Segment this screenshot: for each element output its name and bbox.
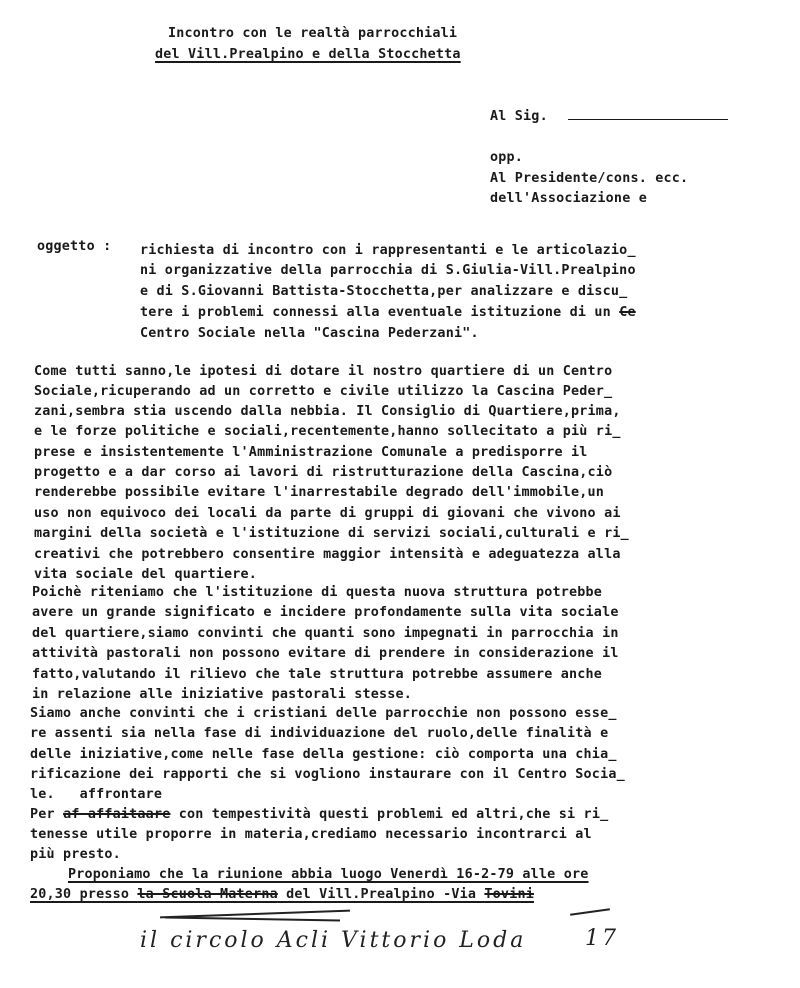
scribble-strike [165, 916, 340, 921]
body-line-rest: con tempestività questi problemi ed altri,che si ri_ [170, 807, 609, 822]
body-line: re assenti sia nella fase di individuazione del ruolo,delle finalità e [30, 726, 609, 741]
body-line: in relazione alle iniziative pastorali stesse. [32, 687, 413, 702]
body-line: attività pastorali non possono evitare di prendere in considerazione il [32, 646, 619, 661]
body-line: delle iniziative,come nelle fase della gestione: ciò comporta una chia_ [30, 747, 617, 762]
proposal-line-2 [30, 888, 534, 901]
body-line: e le forze politiche e sociali,recentemente,hanno sollecitato a più ri_ [34, 424, 621, 439]
body-line: creativi che potrebbero consentire maggior intensità e adeguatezza alla [34, 547, 621, 562]
oggetto-line-text: tere i problemi connessi alla eventuale istituzione di un [140, 305, 611, 320]
body-line: rificazione dei rapporti che si vogliono instaurare con il Centro Socia_ [30, 767, 625, 782]
per-word: Per [30, 807, 55, 822]
handwritten-signature-line: il circolo Acli Vittorio Loda [140, 928, 527, 953]
name-blank [568, 118, 728, 120]
body-line: tenesse utile proporre in materia,crediamo necessario incontrarci al [30, 827, 592, 842]
recipient-opp: opp. [490, 150, 524, 165]
body-line: fatto,valutando il rilievo che tale struttura potrebbe assumere anche [32, 667, 603, 682]
body-line: le. affrontare [30, 787, 163, 802]
body-line: avere un grande significato e incidere profondamente sulla vita sociale [32, 605, 619, 620]
body-line: del quartiere,siamo convinti che quanti sono impegnati in parrocchia in [32, 626, 619, 641]
body-line: Poichè riteniamo che l'istituzione di questa nuova struttura potrebbe [32, 585, 603, 600]
body-line: più presto. [30, 847, 121, 862]
body-line: vita sociale del quartiere. [34, 567, 258, 582]
oggetto-line: e di S.Giovanni Battista-Stocchetta,per analizzare e discu_ [140, 284, 628, 299]
struck-text: la Scuola Materna [137, 887, 278, 902]
oggetto-line [140, 306, 636, 319]
struck-text: Ce [619, 305, 636, 320]
struck-text: af affaitaare [63, 807, 171, 822]
oggetto-line: Centro Sociale nella "Cascina Pederzani". [140, 326, 479, 341]
header-line-2: del Vill.Prealpino e della Stocchetta [155, 47, 461, 62]
body-line: margini della società e l'istituzione di servizi sociali,culturali e ri_ [34, 526, 629, 541]
recipient-presidente: Al Presidente/cons. ecc. [490, 171, 689, 186]
oggetto-label: oggetto : [37, 239, 112, 254]
body-line [30, 808, 608, 821]
proposal-line-1: Proponiamo che la riunione abbia luogo Venerdì 16-2-79 alle ore [68, 867, 589, 882]
oggetto-line: ni organizzative della parrocchia di S.Giulia-Vill.Prealpino [140, 263, 636, 278]
header-line-1: Incontro con le realtà parrocchiali [168, 26, 458, 41]
scribble-strike [570, 908, 610, 916]
handwritten-number: 17 [585, 926, 619, 951]
proposal-text: del Vill.Prealpino -Via [277, 887, 485, 902]
recipient-al-sig [490, 110, 728, 123]
oggetto-line: richiesta di incontro con i rappresentanti e le articolazio_ [140, 243, 636, 258]
body-line: renderebbe possibile evitare l'inarrestabile degrado dell'immobile,un [34, 485, 605, 500]
body-line: progetto e a dar corso ai lavori di ristrutturazione della Cascina,ciò [34, 465, 613, 480]
body-line: zani,sembra stia uscendo dalla nebbia. Il Consiglio di Quartiere,prima, [34, 404, 621, 419]
struck-text: Tovini [484, 887, 534, 902]
body-line: Come tutti sanno,le ipotesi di dotare il nostro quartiere di un Centro [34, 364, 613, 379]
body-line: Sociale,ricuperando ad un corretto e civile utilizzo la Cascina Peder_ [34, 384, 613, 399]
body-line: Siamo anche convinti che i cristiani delle parrocchie non possono esse_ [30, 706, 617, 721]
body-line: uso non equivoco dei locali da parte di gruppi di giovani che vivono ai [34, 506, 621, 521]
body-line: prese e insistentemente l'Amministrazione Comunale a predisporre il [34, 445, 588, 460]
proposal-text: 20,30 presso [30, 887, 138, 902]
recipient-associazione: dell'Associazione e [490, 191, 647, 206]
al-sig-label: Al Sig. [490, 109, 548, 124]
